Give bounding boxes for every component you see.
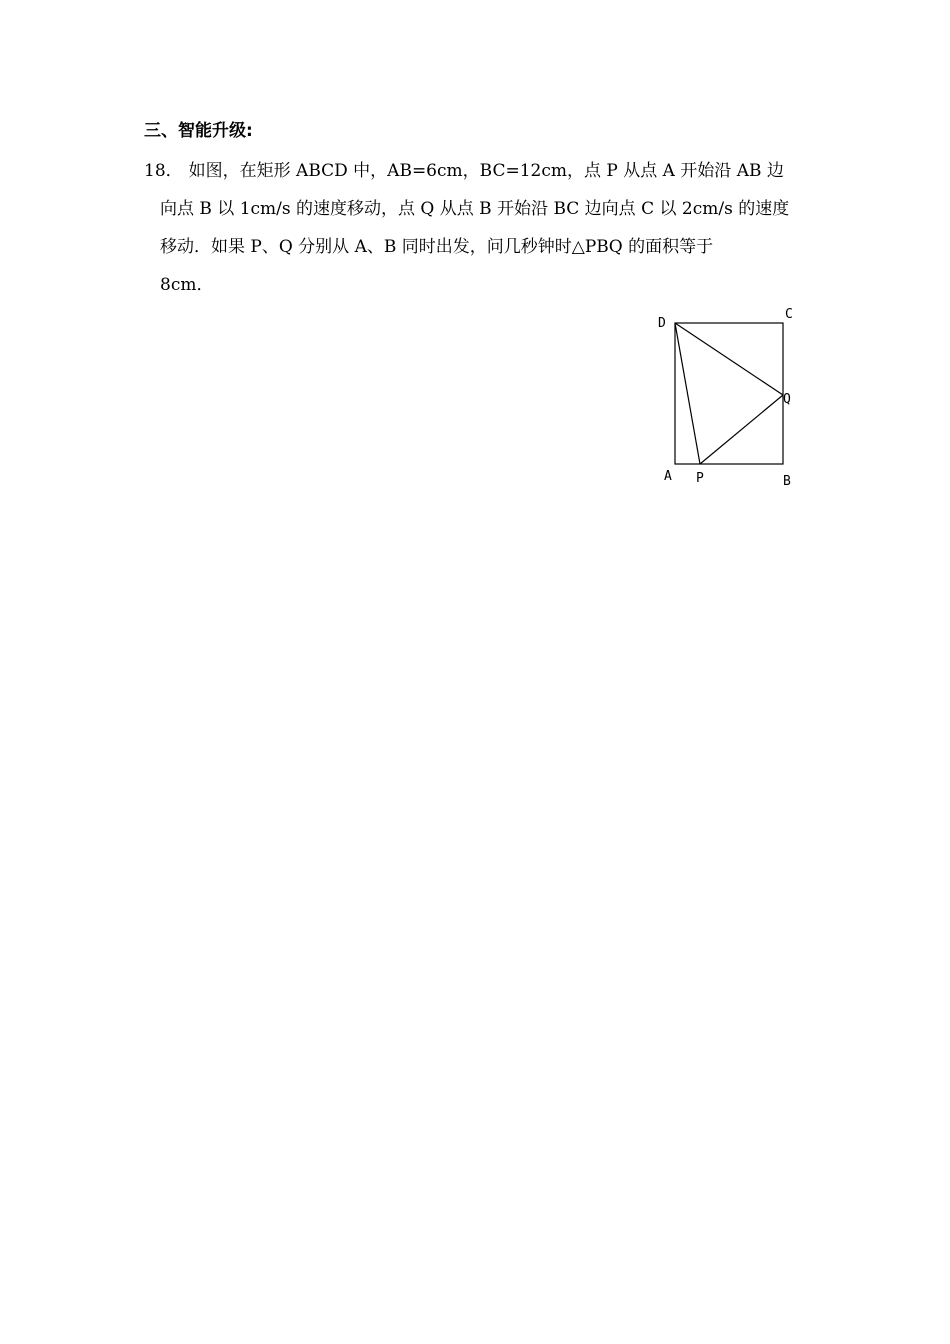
label-c: C: [785, 307, 793, 322]
problem-line-4: 8cm．: [160, 275, 214, 295]
rectangle-abcd: [675, 323, 783, 464]
problem-text: [144, 152, 808, 304]
problem-number: 18．: [144, 161, 183, 181]
label-a: A: [664, 469, 672, 484]
segment-pq: [700, 395, 783, 464]
label-b: B: [783, 474, 791, 489]
problem-line-3: 移动．如果 P、Q 分别从 A、B 同时出发，问几秒钟时△PBQ 的面积等于: [160, 237, 714, 257]
label-d: D: [658, 316, 666, 331]
geometry-figure: [650, 300, 810, 495]
segment-dp: [675, 323, 700, 464]
label-p: P: [696, 471, 704, 486]
section-title: 三、智能升级:: [144, 121, 253, 141]
label-q: Q: [783, 392, 791, 407]
problem-line-2: 向点 B 以 1cm/s 的速度移动，点 Q 从点 B 开始沿 BC 边向点 C 以 2cm/s 的速度: [160, 199, 790, 219]
problem-line-1: 18． 如图，在矩形 ABCD 中，AB=6cm，BC=12cm，点 P 从点 A 开始沿 AB 边: [144, 161, 784, 181]
segment-dq: [675, 323, 783, 395]
